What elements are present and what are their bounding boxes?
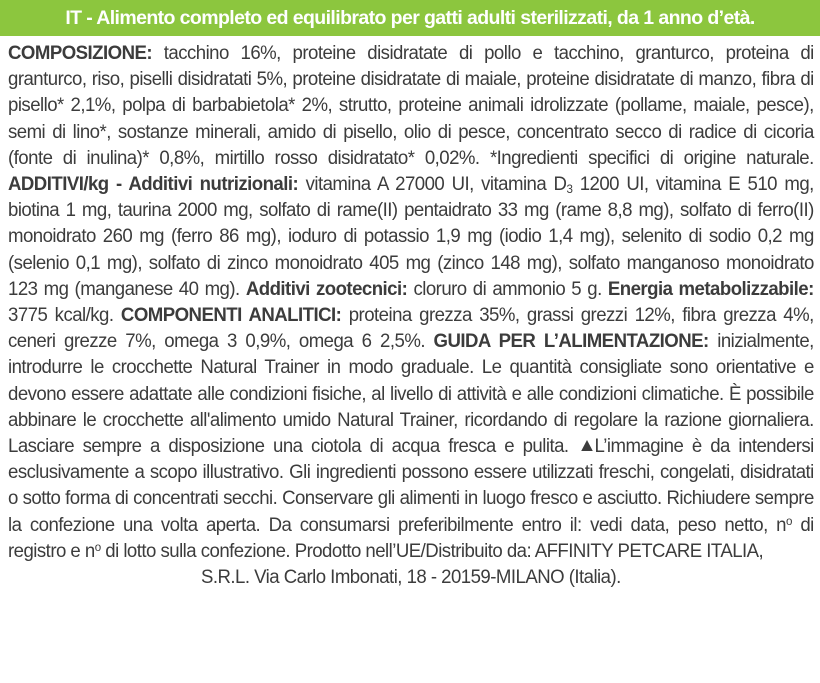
feeding-guide-heading: GUIDA PER L’ALIMENTAZIONE: xyxy=(433,331,709,353)
additives-text-b: 1200 UI, vitamina E 510 mg, biotina 1 mg, taurina 2000 mg, solfato di rame(II) pentaidrato 33 mg (rame 8,8 mg), solfato di ferro(II) monoidrato 260 mg (ferro 86 mg), ioduro di potassio 1,9 mg (iodio 1,4 mg), selenito di sodio 0,2 mg (selenio 0,1 mg), solfato di zinco monoidrato 405 mg (zinco 148 mg), solfato manganoso monoidrato 123 mg (manganese 40 mg). xyxy=(8,174,814,300)
zootechnical-text: cloruro di ammonio 5 g. xyxy=(407,278,608,300)
composition-heading: COMPOSIZIONE: xyxy=(8,43,153,64)
zootechnical-heading: Additivi zootecnici: xyxy=(245,278,408,300)
footer-address: S.R.L. Via Carlo Imbonati, 18 - 20159-MILANO (Italia). xyxy=(200,567,621,589)
ordinal-indicator-2: o xyxy=(94,539,101,554)
additives-text-a: vitamina A 27000 UI, vitamina D xyxy=(298,174,567,196)
note-text-b: di registro e n xyxy=(8,514,814,562)
note-text-c: di lotto sulla confezione. Prodotto nell’UE/Distribuito da: AFFINITY PETCARE ITALIA, xyxy=(100,540,764,562)
energy-text: 3775 kcal/kg. xyxy=(8,305,121,327)
analytical-text: proteina grezza 35%, grassi grezzi 12%, fibra grezza 4%, ceneri grezze 7%, omega 3 0,9%, omega 6 2,5%. xyxy=(8,305,814,353)
ordinal-indicator-1: o xyxy=(786,513,792,528)
vitamin-d3-subscript: 3 xyxy=(566,182,573,197)
additives-heading: ADDITIVI/kg - Additivi nutrizionali: xyxy=(8,174,299,196)
energy-heading: Energia metabolizzabile: xyxy=(607,278,814,300)
note-text: L’immagine è da intendersi esclusivamente a scopo illustrativo. Gli ingredienti possono essere utilizzati freschi, congelati, disidratati o sotto forma di concentrati secchi. Conservare gli alimenti in luogo fresco e asciutto. Richiudere sempre la confezione una volta aperta. Da consumarsi preferibilmente entro il: vedi data, peso netto, n xyxy=(8,436,814,536)
label-text-block xyxy=(8,41,814,591)
header-bar xyxy=(0,0,820,36)
analytical-heading: COMPONENTI ANALITICI: xyxy=(120,305,342,327)
header-title: IT - Alimento completo ed equilibrato per gatti adulti sterilizzati, da 1 anno d’età. xyxy=(65,6,755,29)
composition-text: tacchino 16%, proteine disidratate di pollo e tacchino, granturco, proteina di granturco, riso, piselli disidratati 5%, proteine disidratate di maiale, proteine disidratate di manzo, fibra di pisello* 2,1%, polpa di barbabietola* 2%, strutto, proteine animali idrolizzate (pollame, maiale, pesce), semi di lino*, sostanze minerali, amido di pisello, olio di pesce, concentrato secco di radice di cicoria (fonte di inulina)* 0,8%, mirtillo rosso disidratato* 0,02%. *Ingredienti specifici di origine naturale. xyxy=(8,43,814,169)
feeding-guide-text: inizialmente, introdurre le crocchette Natural Trainer in modo graduale. Le quantità consigliate sono orientative e devono essere adattate alle condizioni fisiche, al livello di attività e alle condizioni climatiche. È possibile abbinare le crocchette all'alimento umido Natural Trainer, ricordando di regolare la razione giornaliera. Lasciare sempre a disposizione una ciotola di acqua fresca e pulita. xyxy=(8,331,814,458)
triangle-icon xyxy=(581,440,593,451)
